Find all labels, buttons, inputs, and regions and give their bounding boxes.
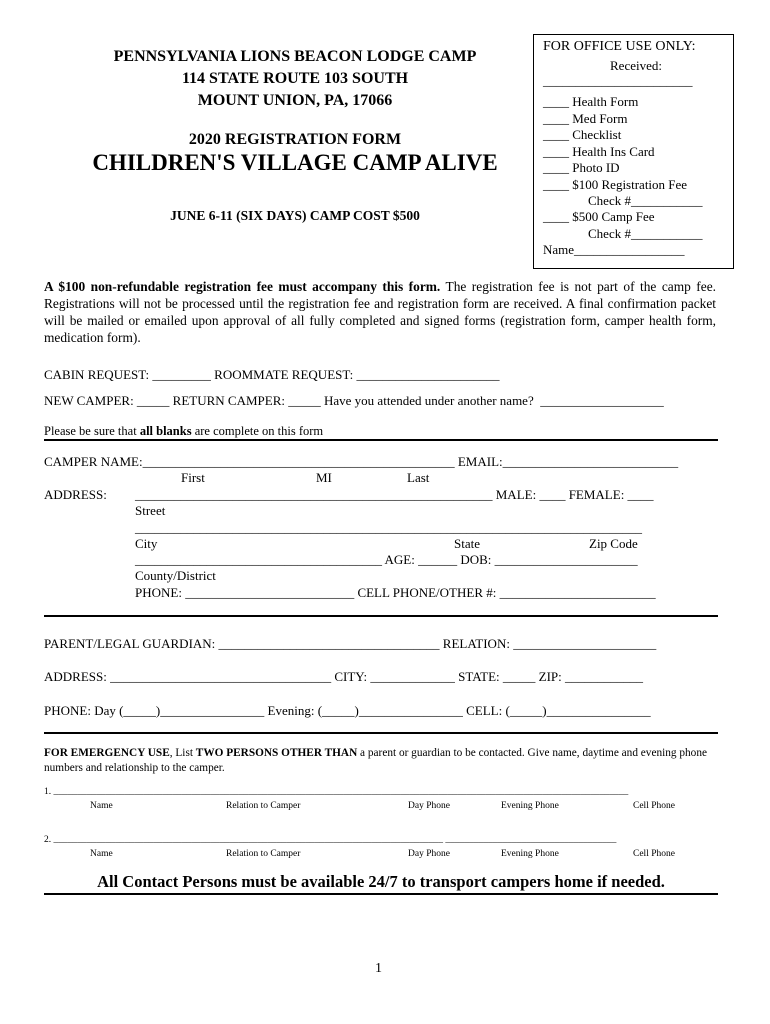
col-relation: Relation to Camper	[226, 801, 301, 811]
last-label: Last	[407, 470, 430, 485]
form-title: 2020 REGISTRATION FORM	[188, 131, 402, 148]
office-item: Check #___________	[588, 193, 703, 208]
state-label: State	[454, 536, 480, 551]
col-day-phone: Day Phone	[408, 849, 450, 859]
street-label: Street	[135, 503, 166, 518]
office-item: ____ $100 Registration Fee	[543, 177, 688, 192]
office-title: FOR OFFICE USE ONLY:	[543, 39, 696, 54]
camp-name: CHILDREN'S VILLAGE CAMP ALIVE	[92, 150, 498, 175]
org-name: PENNSYLVANIA LIONS BEACON LODGE CAMP	[113, 48, 477, 65]
first-label: First	[181, 470, 205, 485]
office-item: ____ Health Form	[543, 94, 639, 109]
page-number: 1	[375, 961, 382, 976]
emergency-mid: , List	[169, 747, 196, 759]
address-label: ADDRESS:	[44, 487, 107, 502]
dates-cost: JUNE 6-11 (SIX DAYS) CAMP COST $500	[170, 208, 420, 223]
office-use-box	[533, 34, 734, 269]
guardian-phone-line[interactable]: PHONE: Day (_____)________________ Evening: (_____)________________ CELL: (_____)________________	[44, 703, 651, 718]
emergency-row-2[interactable]: 2. __________________________________________________________________________________ ____________________________________	[44, 835, 617, 845]
zip-label: Zip Code	[589, 536, 638, 551]
cabin-request-line[interactable]: CABIN REQUEST: _________ ROOMMATE REQUEST: ______________________	[44, 367, 500, 382]
office-item: ____ Checklist	[543, 127, 622, 142]
col-cell-phone: Cell Phone	[633, 849, 675, 859]
col-day-phone: Day Phone	[408, 801, 450, 811]
divider	[44, 893, 718, 895]
office-received-blank: _______________________	[543, 73, 693, 88]
office-received: Received:	[610, 58, 662, 73]
notice-pre: Please be sure that	[44, 424, 140, 438]
intro-bold: A $100 non-refundable registration fee must accompany this form.	[44, 279, 441, 294]
notice-bold: all blanks	[139, 424, 192, 438]
office-item: ____ Photo ID	[543, 160, 620, 175]
notice-post: are complete on this form	[191, 424, 324, 438]
emergency-bold-1: FOR EMERGENCY USE	[44, 747, 170, 759]
divider	[44, 615, 718, 617]
office-item: ____ Med Form	[543, 111, 628, 126]
phone-line[interactable]: PHONE: __________________________ CELL PHONE/OTHER #: ________________________	[135, 585, 656, 600]
emergency-row-1[interactable]: 1. _________________________________________________________________________________________________________________________	[44, 787, 629, 797]
intro-paragraph	[44, 278, 716, 346]
org-street: 114 STATE ROUTE 103 SOUTH	[181, 70, 409, 87]
address-line[interactable]: _______________________________________________________ MALE: ____ FEMALE: ____	[135, 487, 654, 502]
age-dob-line[interactable]: ______________________________________ AGE: ______ DOB: ______________________	[135, 552, 638, 567]
emergency-rest: a parent or guardian to be contacted. Give name, daytime and evening phone numbers and relationship to the camper.	[44, 747, 707, 774]
blanks-notice	[44, 424, 323, 439]
col-cell-phone: Cell Phone	[633, 801, 675, 811]
office-item: ____ Health Ins Card	[543, 144, 655, 159]
emergency-instructions	[44, 746, 716, 776]
divider	[44, 732, 718, 734]
city-label: City	[135, 536, 158, 551]
mi-label: MI	[316, 470, 332, 485]
intro-rest: The registration fee is not part of the camp fee. Registrations will not be processed until the registration fee and registration form are received. A final confirmation packet will be mailed or emailed upon approval of all fully completed and signed forms (registration form, camper health form, medication form).	[44, 279, 716, 345]
guardian-line[interactable]: PARENT/LEGAL GUARDIAN: __________________________________ RELATION: ______________________	[44, 636, 657, 651]
col-relation: Relation to Camper	[226, 849, 301, 859]
office-item: ____ $500 Camp Fee	[543, 209, 655, 224]
guardian-address-line[interactable]: ADDRESS: __________________________________ CITY: _____________ STATE: _____ ZIP: ____________	[44, 669, 644, 684]
office-item: Name_________________	[543, 242, 685, 257]
office-item: Check #___________	[588, 226, 703, 241]
col-evening-phone: Evening Phone	[501, 801, 559, 811]
emergency-bold-2: TWO PERSONS OTHER THAN	[195, 747, 358, 759]
new-camper-line[interactable]: NEW CAMPER: _____ RETURN CAMPER: _____ Have you attended under another name? ___________________	[44, 393, 664, 408]
org-city: MOUNT UNION, PA, 17066	[197, 92, 393, 109]
col-name: Name	[90, 849, 113, 859]
address-line-2[interactable]: ______________________________________________________________________________	[135, 520, 642, 535]
camper-name-line[interactable]: CAMPER NAME:________________________________________________ EMAIL:___________________________	[44, 454, 679, 469]
county-label: County/District	[135, 568, 216, 583]
col-evening-phone: Evening Phone	[501, 849, 559, 859]
contact-note: All Contact Persons must be available 24/7 to transport campers home if needed.	[97, 872, 665, 891]
divider	[44, 439, 718, 441]
col-name: Name	[90, 801, 113, 811]
